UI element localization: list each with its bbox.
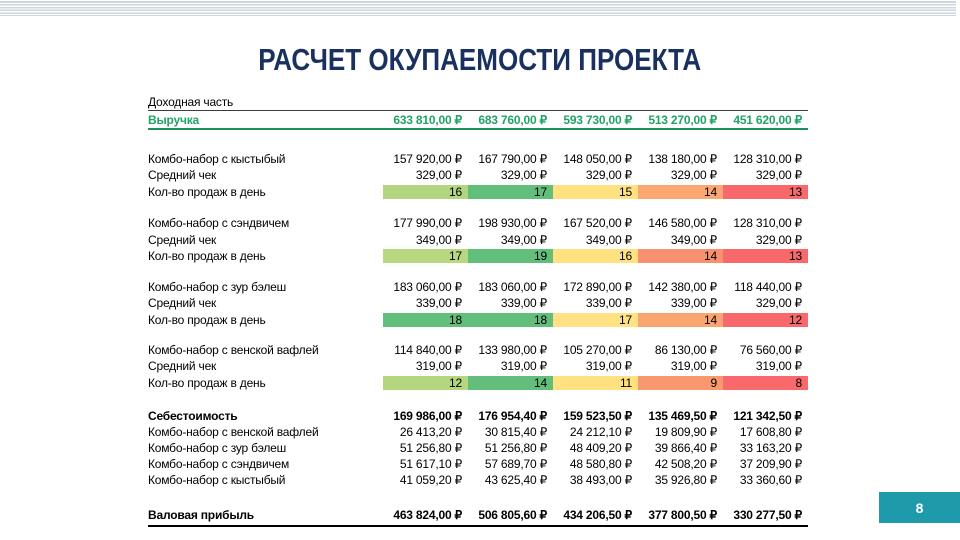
- sales-count-cell: 16: [553, 249, 638, 263]
- row-label: Доходная часть: [148, 95, 234, 109]
- value-cell: 38 493,00 ₽: [569, 473, 632, 488]
- value-cell: 198 930,00 ₽: [478, 216, 547, 231]
- value-cell: 42 508,20 ₽: [654, 457, 717, 472]
- row-label: Себестоимость: [148, 408, 238, 423]
- row-label: Средний чек: [148, 296, 217, 311]
- value-cell: 35 926,80 ₽: [654, 473, 717, 488]
- row-label: Комбо-набор с сэндвичем: [148, 457, 290, 472]
- row-label: Комбо-набор с кыстыбый: [148, 152, 286, 167]
- table-row: [148, 94, 808, 111]
- value-cell: 39 866,40 ₽: [654, 440, 717, 455]
- value-cell: 329,00 ₽: [755, 232, 802, 247]
- sales-count-cell: 9: [638, 376, 723, 390]
- row-label: Средний чек: [148, 359, 217, 374]
- slide-title-area: [0, 42, 960, 78]
- table-row: [148, 311, 808, 328]
- value-cell: 51 617,10 ₽: [399, 457, 462, 472]
- value-cell: 24 212,10 ₽: [569, 424, 632, 439]
- sales-count-cell: 11: [553, 376, 638, 390]
- value-cell: 434 206,50 ₽: [563, 507, 632, 522]
- value-cell: 329,00 ₽: [585, 168, 632, 183]
- value-cell: 121 342,50 ₽: [733, 408, 802, 423]
- table-row: [148, 295, 808, 311]
- spacer-row: [148, 265, 808, 279]
- table-row: [148, 232, 808, 248]
- value-cell: 19 809,90 ₽: [654, 424, 717, 439]
- value-cell: 349,00 ₽: [670, 232, 717, 247]
- value-cell: 172 890,00 ₽: [563, 279, 632, 294]
- value-cell: 451 620,00 ₽: [733, 112, 802, 127]
- row-label: Валовая прибыль: [148, 507, 254, 522]
- value-cell: 167 520,00 ₽: [563, 216, 632, 231]
- row-label: Комбо-набор с венской вафлей: [148, 343, 319, 358]
- value-cell: 377 800,50 ₽: [648, 507, 717, 522]
- page-number: 8: [915, 499, 924, 516]
- value-cell: 142 380,00 ₽: [648, 279, 717, 294]
- table-row: [148, 215, 808, 231]
- row-label: Средний чек: [148, 168, 217, 183]
- value-cell: 135 469,50 ₽: [648, 408, 717, 423]
- sales-count-cell: 8: [723, 376, 808, 390]
- row-label: Выручка: [148, 112, 200, 127]
- value-cell: 339,00 ₽: [500, 296, 547, 311]
- sales-count-cell: 15: [553, 185, 638, 199]
- value-cell: 349,00 ₽: [415, 232, 462, 247]
- table-row: [148, 504, 808, 527]
- page-title: РАСЧЕТ ОКУПАЕМОСТИ ПРОЕКТА: [258, 42, 702, 77]
- value-cell: 593 730,00 ₽: [563, 112, 632, 127]
- value-cell: 329,00 ₽: [755, 296, 802, 311]
- spacer-row: [148, 328, 808, 342]
- table-row: [148, 111, 808, 130]
- row-label: Комбо-набор с венской вафлей: [148, 424, 319, 439]
- value-cell: 76 560,00 ₽: [739, 343, 802, 358]
- value-cell: 329,00 ₽: [415, 168, 462, 183]
- value-cell: 339,00 ₽: [415, 296, 462, 311]
- spacer-row: [148, 488, 808, 504]
- row-label: Кол-во продаж в день: [148, 312, 266, 327]
- value-cell: 319,00 ₽: [415, 359, 462, 374]
- value-cell: 319,00 ₽: [500, 359, 547, 374]
- sales-count-cell: 14: [468, 376, 553, 390]
- table-row: [148, 279, 808, 295]
- value-cell: 105 270,00 ₽: [563, 343, 632, 358]
- value-cell: 463 824,00 ₽: [393, 507, 462, 522]
- table-row: [148, 424, 808, 440]
- value-cell: 177 990,00 ₽: [393, 216, 462, 231]
- table-row: [148, 183, 808, 200]
- row-label: Комбо-набор с зур бэлеш: [148, 440, 287, 455]
- value-cell: 633 810,00 ₽: [393, 112, 462, 127]
- value-cell: 51 256,80 ₽: [484, 440, 547, 455]
- spacer-row: [148, 392, 808, 408]
- value-cell: 339,00 ₽: [670, 296, 717, 311]
- value-cell: 118 440,00 ₽: [734, 279, 802, 294]
- row-label: Комбо-набор с кыстыбый: [148, 473, 286, 488]
- sales-count-cell: 13: [723, 249, 808, 263]
- value-cell: 48 580,80 ₽: [569, 457, 632, 472]
- value-cell: 41 059,20 ₽: [399, 473, 462, 488]
- table-row: [148, 248, 808, 265]
- value-cell: 157 920,00 ₽: [393, 152, 462, 167]
- value-cell: 176 954,40 ₽: [478, 408, 547, 423]
- value-cell: 148 050,00 ₽: [563, 152, 632, 167]
- value-cell: 48 409,20 ₽: [569, 440, 632, 455]
- value-cell: 30 815,40 ₽: [484, 424, 547, 439]
- value-cell: 329,00 ₽: [755, 168, 802, 183]
- spacer-row: [148, 200, 808, 215]
- value-cell: 683 760,00 ₽: [478, 112, 547, 127]
- value-cell: 349,00 ₽: [500, 232, 547, 247]
- sales-count-cell: 17: [553, 313, 638, 327]
- value-cell: 57 689,70 ₽: [484, 457, 547, 472]
- value-cell: 37 209,90 ₽: [739, 457, 802, 472]
- value-cell: 128 310,00 ₽: [733, 216, 802, 231]
- row-label: Кол-во продаж в день: [148, 184, 266, 199]
- sales-count-cell: 12: [723, 313, 808, 327]
- value-cell: 133 980,00 ₽: [478, 343, 547, 358]
- value-cell: 159 523,50 ₽: [563, 408, 632, 423]
- value-cell: 17 608,80 ₽: [739, 424, 802, 439]
- value-cell: 329,00 ₽: [500, 168, 547, 183]
- value-cell: 330 277,50 ₽: [733, 507, 802, 522]
- value-cell: 167 790,00 ₽: [478, 152, 547, 167]
- value-cell: 319,00 ₽: [585, 359, 632, 374]
- row-label: Кол-во продаж в день: [148, 249, 266, 264]
- value-cell: 513 270,00 ₽: [648, 112, 717, 127]
- sales-count-cell: 14: [638, 249, 723, 263]
- row-label: Средний чек: [148, 232, 217, 247]
- row-label: Комбо-набор с зур бэлеш: [148, 279, 287, 294]
- value-cell: 329,00 ₽: [670, 168, 717, 183]
- table-row: [148, 472, 808, 488]
- table-row: [148, 440, 808, 456]
- value-cell: 33 163,20 ₽: [739, 440, 802, 455]
- table-row: [148, 456, 808, 472]
- value-cell: 349,00 ₽: [585, 232, 632, 247]
- table-row: [148, 342, 808, 358]
- value-cell: 86 130,00 ₽: [654, 343, 717, 358]
- sales-count-cell: 14: [638, 313, 723, 327]
- payback-table: [148, 94, 808, 527]
- table-row: [148, 358, 808, 374]
- sales-count-cell: 18: [468, 313, 553, 327]
- sales-count-cell: 17: [468, 185, 553, 199]
- value-cell: 506 805,60 ₽: [478, 507, 547, 522]
- value-cell: 26 413,20 ₽: [399, 424, 462, 439]
- value-cell: 339,00 ₽: [585, 296, 632, 311]
- value-cell: 128 310,00 ₽: [733, 152, 802, 167]
- sales-count-cell: 14: [638, 185, 723, 199]
- value-cell: 33 360,60 ₽: [739, 473, 802, 488]
- sales-count-cell: 18: [383, 313, 468, 327]
- table-row: [148, 167, 808, 183]
- sales-count-cell: 12: [383, 376, 468, 390]
- page-number-badge: [879, 492, 960, 523]
- value-cell: 169 986,00 ₽: [393, 408, 462, 423]
- value-cell: 319,00 ₽: [670, 359, 717, 374]
- top-decorative-stripes: [0, 0, 956, 16]
- table-row: [148, 408, 808, 424]
- spacer-row: [148, 130, 808, 151]
- row-label: Кол-во продаж в день: [148, 376, 266, 390]
- value-cell: 43 625,40 ₽: [484, 473, 547, 488]
- table-row: [148, 375, 808, 392]
- value-cell: 138 180,00 ₽: [648, 152, 717, 167]
- sales-count-cell: 17: [383, 249, 468, 263]
- table-row: [148, 151, 808, 167]
- value-cell: 319,00 ₽: [755, 359, 802, 374]
- value-cell: 51 256,80 ₽: [399, 440, 462, 455]
- value-cell: 183 060,00 ₽: [478, 279, 547, 294]
- sales-count-cell: 16: [383, 185, 468, 199]
- value-cell: 183 060,00 ₽: [393, 279, 462, 294]
- sales-count-cell: 13: [723, 185, 808, 199]
- value-cell: 146 580,00 ₽: [648, 216, 717, 231]
- row-label: Комбо-набор с сэндвичем: [148, 216, 290, 231]
- value-cell: 114 840,00 ₽: [394, 343, 462, 358]
- sales-count-cell: 19: [468, 249, 553, 263]
